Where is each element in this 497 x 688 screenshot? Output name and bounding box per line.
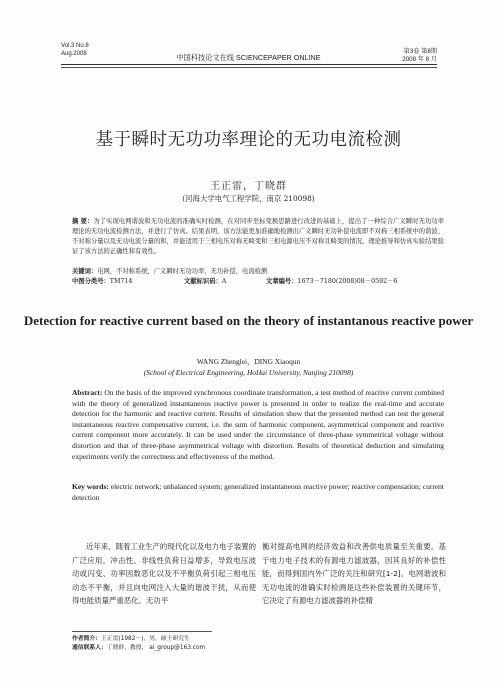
authors-cn: 王正雷，丁晓群: [210, 181, 287, 192]
keywords-en-label: Key words:: [72, 482, 109, 491]
author-bio-label: 作者简介：: [72, 636, 101, 642]
author-bio: 王正雷(1982－)，男，硕士研究生: [101, 636, 190, 642]
keywords-cn-text: 电网，不对称系统，广义瞬时无功功率，无功补偿，电流检测: [97, 268, 268, 275]
abstract-en-text: On the basis of the improved synchronous coordinate transformation, a test method of reactive current combined with the theory of generalized instantaneous reactive power is presented in order to realize the real-time and accurate detection for the harmonic and reactive current. Results of simulation show that the presented method can test the general instantaneous reactive compensative current, i.e. the sum of harmonic component, asymmetrical component and reactive current component more accurately. It can be used under the circumstance of three-phase symmetrical voltage without distortion and that of three-phase asymmetrical voltage with distortion. Results of theoretical deduction and simulating experiments verify the correctness and effectiveness of the method.: [72, 388, 444, 461]
footnote: [72, 635, 205, 653]
affiliation-cn: (河海大学电气工程学院，南京 210098): [182, 194, 315, 203]
keywords-en-text: electric network; unbalanced system; generalized instantaneous reactive power; reactive compensation; current detection: [72, 482, 444, 502]
contact-info: 丁晓群，教授， ai_group@163.com: [106, 645, 206, 651]
header-date-en: Aug.2008: [61, 51, 87, 57]
contact-label: 通信联系人：: [72, 645, 107, 651]
footnote-rule: [72, 631, 212, 632]
article-no-label: 文章编号：: [266, 278, 298, 285]
affiliation-en: (School of Electrical Engineering, HoHai University, Nanjing 210098): [143, 368, 354, 377]
classification-cn: [72, 277, 452, 287]
header-volume: Vol.3 No.8: [61, 43, 89, 49]
abstract-en: [72, 388, 444, 462]
body-column-right: 衡对提高电网的经济效益和改善供电质量至关重要。基于电力电子技术的有源电力滤波器，因其良好的补偿性能，而得到国内外广泛的关注和研究[1-2]。电网谐波和无功电流的准确实时检测是这些补偿装置的关键环节，它决定了有源电力滤波器的补偿精: [262, 542, 446, 606]
abstract-cn-label: 摘 要：: [72, 218, 94, 225]
header-rule: [61, 64, 437, 65]
title-en: Detection for reactive current based on the theory of instantanous reactive power: [23, 313, 474, 328]
keywords-cn-label: 关键词：: [72, 268, 98, 275]
header-journal: 中国科技论文在线 SCIENCEPAPER ONLINE: [176, 53, 321, 62]
doc-code-label: 文献标识码：: [184, 278, 222, 285]
article-no-value: 1673－7180(2008)08－0592－6: [297, 278, 398, 285]
doc-code-value: A: [221, 278, 227, 285]
abstract-en-label: Abstract:: [72, 388, 103, 397]
keywords-en: [72, 482, 444, 503]
clc-value: TM714: [109, 278, 133, 285]
body-column-left: 近年来，随着工业生产的现代化以及电力电子装置的广泛应用，冲击性、非线性负荷日益增多，导致电压波动或闪变、功率因数恶化以及不平衡负荷引起三相电压动态不平衡，并且向电网注入大量的谐波干扰，从而使得电能质量严重恶化。无功平: [72, 542, 256, 606]
header-issue-cn: 第3卷 第8期: [403, 48, 437, 55]
header-issue-block: [402, 48, 437, 64]
abstract-cn-text: 为了实现电网谐波和无功电流的准确实时检测，在对同步坐标变换思路进行改进的基础上，提出了一种综合广义瞬时无功功率理论的无功电流检测方法，并进行了仿真。结果表明，该方法能更加准确地检测出广义瞬时无功补偿电流即不对称三相系统中的谐波、不对称分量以及无功电流分量的和，并能适用于三相电压对称无畸变和三相电源电压不对称且畸变的情况。理论推导和仿真实验结果验证了该方法的正确性和有效性。: [72, 218, 444, 255]
authors-en: WANG Zhenglei，DING Xiaoqun: [196, 357, 301, 366]
keywords-cn: [72, 267, 452, 277]
title-cn: 基于瞬时无功功率理论的无功电流检测: [95, 130, 402, 150]
abstract-cn: [72, 217, 444, 257]
clc-label: 中图分类号：: [72, 278, 110, 285]
header-date-cn: 2008 年 8 月: [402, 56, 437, 63]
header-rule-thin: [61, 67, 437, 68]
